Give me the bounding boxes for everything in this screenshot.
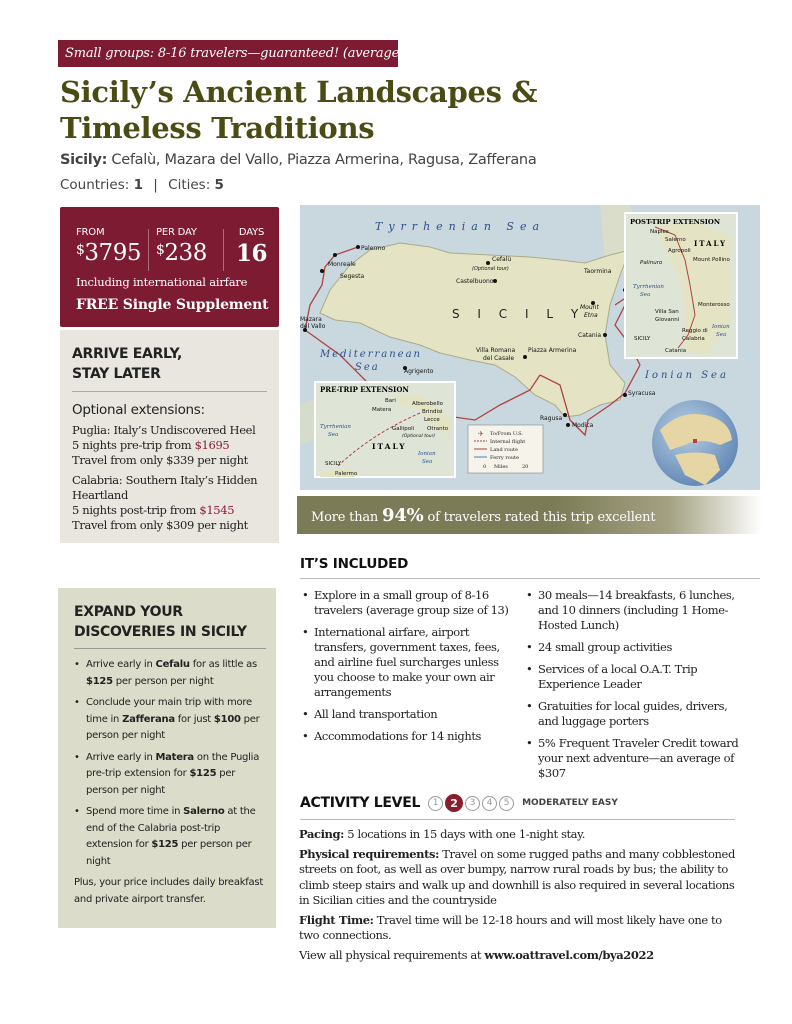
sea-label: Tyrrhenian Sea — [375, 220, 546, 233]
city-label: Ragusa — [540, 415, 563, 422]
list-item: • International airfare, airport transfers, government taxes, fees, and airline fuel surcharges unless you choose to make your own air arrangements — [302, 625, 517, 700]
label: Pacing: — [299, 827, 345, 841]
rating-text: of travelers rated this trip excellent — [423, 510, 656, 525]
list-item: • 5% Frequent Traveler Credit toward your next adventure—an average of $307 — [526, 736, 746, 781]
city-label: Brindisi — [422, 409, 443, 415]
city-label: Taormina — [584, 268, 612, 275]
city-label: Villa Romana — [476, 347, 516, 354]
text: Arrive early in — [86, 659, 156, 670]
optional-extensions-label: Optional extensions: — [72, 402, 205, 418]
per-day-price — [156, 240, 207, 266]
city-label: Segesta — [340, 273, 365, 280]
price: $100 — [213, 713, 241, 725]
cities-value: 5 — [214, 177, 224, 193]
list-item: • Explore in a small group of 8-16 travelers (average group size of 13) — [302, 588, 517, 618]
per-night-price: Travel from only $309 per night — [72, 518, 248, 532]
small-groups-banner: Small groups: 8-16 travelers—guaranteed! (average of 13) — [58, 40, 398, 67]
list-item: • All land transportation — [302, 707, 517, 722]
price-per-day — [156, 227, 207, 266]
physical-requirements — [299, 847, 744, 909]
list-item: • 30 meals—14 breakfasts, 6 lunches, and 10 dinners (including 1 Home-Hosted Lunch) — [526, 588, 746, 633]
currency-symbol: $ — [76, 242, 85, 258]
place: Cefalu — [155, 659, 190, 670]
text: at the end of the Calabria post-trip extension for — [86, 806, 256, 850]
city-label: SICILY — [325, 461, 342, 467]
list-item — [74, 695, 266, 745]
extension-price: $1545 — [199, 503, 235, 517]
city-label: Catania — [578, 332, 602, 339]
price-box — [60, 207, 279, 327]
extension-name: Puglia: Italy’s Undiscovered Heel — [72, 423, 256, 437]
city-label: Calabria — [682, 336, 705, 342]
trip-route-map — [300, 205, 760, 490]
days-value: 16 — [236, 240, 268, 267]
extension-name: Calabria: Southern Italy’s Hidden Heartland — [72, 473, 258, 502]
legend-label: To/From U.S. — [490, 431, 524, 437]
price-from — [76, 227, 141, 266]
city-label: Lecce — [424, 417, 440, 423]
sea-label: Sea — [716, 332, 727, 338]
country-label: ITALY — [372, 442, 407, 451]
cities-label: Cities: — [168, 177, 211, 193]
list-item — [74, 750, 266, 800]
price: $125 — [151, 839, 179, 850]
text: on the Puglia pre-trip extension for — [86, 751, 260, 779]
nights-text: 5 nights pre-trip from — [72, 438, 195, 452]
city-label: Castelbuono — [456, 278, 494, 285]
city-label: Mount — [580, 304, 599, 311]
city-label: Mount Pollino — [693, 257, 730, 263]
list-item — [74, 657, 266, 690]
sea-label: Tyrrhenian — [633, 284, 664, 290]
scale-label: 20 — [522, 464, 529, 470]
sea-label: Ionian Sea — [645, 370, 729, 381]
expand-discoveries-panel — [58, 588, 276, 928]
city-label: Salerno — [665, 237, 686, 243]
per-day-value: 238 — [164, 240, 207, 266]
level-indicator: 1 — [428, 796, 443, 811]
text: Travel time will be 12-18 hours and will most likely have one to two connections. — [299, 912, 722, 942]
island-label: S I C I L Y — [452, 307, 586, 321]
city-label: Monreale — [328, 261, 356, 268]
legend-label: Land route — [490, 447, 518, 453]
scale-label: 0 — [483, 464, 487, 470]
country-label: ITALY — [694, 239, 728, 248]
level-indicator: 3 — [465, 796, 480, 811]
city-label: Palermo — [361, 245, 386, 252]
city-label: Palermo — [335, 471, 358, 477]
city-label: SICILY — [634, 336, 651, 342]
price-includes-note: Plus, your price includes daily breakfast and private airport transfer. — [74, 877, 264, 905]
airfare-note: Including international airfare — [76, 275, 248, 289]
title-line-1: Sicily’s Ancient Landscapes & — [60, 75, 538, 109]
activity-level-description: MODERATELY EASY — [522, 798, 618, 808]
city-label: Giovanni — [655, 317, 680, 323]
sea-label: Mediterranean — [320, 349, 422, 360]
text: for just — [174, 713, 214, 725]
city-label: Agrigento — [404, 368, 434, 375]
city-label: Etna — [584, 312, 598, 319]
rating-text: More than — [311, 510, 383, 525]
sea-label: Sea — [640, 292, 651, 298]
level-indicator: 4 — [482, 796, 497, 811]
nights-text: 5 nights post-trip from — [72, 503, 200, 517]
heading-line: EXPAND YOUR — [74, 604, 183, 620]
city-label: Catania — [665, 348, 687, 354]
text: View all physical requirements at — [299, 947, 485, 962]
per-night-price: Travel from only $339 per night — [72, 453, 248, 467]
extension-puglia — [72, 423, 267, 468]
city-label: Agropoli — [668, 248, 691, 254]
city-label: del Casale — [483, 355, 515, 362]
city-label: (Optional tour) — [402, 434, 436, 439]
title-line-2: Timeless Traditions — [60, 111, 375, 145]
city-label: del Vallo — [300, 323, 326, 330]
text: per person per night — [112, 675, 214, 687]
expand-list — [74, 657, 266, 870]
page-title — [60, 74, 560, 146]
extension-price: $1695 — [194, 438, 230, 452]
inset-title: POST-TRIP EXTENSION — [630, 218, 721, 226]
map-legend — [468, 425, 543, 473]
included-list-left — [302, 588, 517, 751]
text: Travel on some rugged paths and many cobblestoned streets on foot, as well as over bumpy, narrow rural roads by bus; the ability to climb steep stairs and walk up and downhill is also required in several locations in Sicilian cities and the countryside — [299, 846, 735, 907]
divider — [148, 229, 149, 271]
flight-time — [299, 913, 744, 944]
city-label: Cefalù — [492, 256, 512, 263]
pre-trip-inset — [315, 382, 455, 477]
rating-bar — [297, 496, 762, 534]
city-label: Mazara — [300, 316, 322, 323]
requirements-link[interactable]: www.oattravel.com/bya2022 — [484, 947, 654, 962]
city-label: Matera — [372, 407, 392, 413]
sea-label: Ionian — [712, 324, 730, 330]
city-label: Bari — [385, 398, 396, 404]
divider — [223, 229, 224, 271]
sea-label: Ionian — [418, 451, 436, 457]
text: Conclude your main trip with more time in — [86, 697, 252, 725]
extension-calabria — [72, 473, 267, 533]
days-label: DAYS — [238, 227, 265, 238]
sea-label: Sea — [355, 362, 380, 373]
included-heading: IT’S INCLUDED — [300, 556, 760, 579]
view-requirements — [299, 948, 744, 964]
legend-label: Internal flight — [490, 439, 526, 445]
sea-label: Tyrrhenian — [320, 424, 351, 430]
sea-label: Sea — [422, 459, 433, 465]
list-item: • Services of a local O.A.T. Trip Experience Leader — [526, 662, 746, 692]
post-trip-inset — [625, 213, 737, 358]
city-label: Monterosso — [698, 302, 730, 308]
list-item: • 24 small group activities — [526, 640, 746, 655]
list-item: • Accommodations for 14 nights — [302, 729, 517, 744]
city-label: Syracusa — [628, 390, 656, 397]
list-item — [74, 804, 266, 870]
currency-symbol: $ — [156, 242, 165, 258]
plane-icon: ✈ — [478, 430, 484, 438]
city-label: Modica — [572, 422, 594, 429]
destination-cities: Cefalù, Mazara del Vallo, Piazza Armerina, Ragusa, Zafferana — [111, 152, 537, 168]
from-label: FROM — [76, 227, 105, 238]
heading-line: STAY LATER — [72, 366, 161, 382]
text: Arrive early in — [86, 751, 156, 763]
list-item: • Gratuities for local guides, drivers, and luggage porters — [526, 699, 746, 729]
rating-percent: 94% — [382, 505, 424, 526]
text: for as little as — [189, 659, 257, 670]
globe-icon — [652, 400, 738, 486]
city-label: Naples — [650, 229, 669, 235]
free-single-supplement: FREE Single Supplement — [76, 297, 269, 313]
label: Flight Time: — [299, 912, 374, 927]
extension-price-line — [72, 503, 267, 518]
inset-title: PRE-TRIP EXTENSION — [320, 385, 409, 394]
scale-label: Miles — [494, 464, 508, 470]
sea-label: Sea — [328, 432, 339, 438]
heading-line: DISCOVERIES IN SICILY — [74, 624, 247, 640]
label: Physical requirements: — [299, 846, 439, 861]
text: per person per night — [86, 839, 252, 867]
countries-label: Countries: — [60, 177, 130, 193]
city-label: (Optional tour) — [472, 266, 509, 272]
city-label: Villa San — [655, 309, 679, 315]
arrive-early-panel — [60, 330, 279, 543]
text: 5 locations in 15 days with one 1-night stay. — [344, 827, 585, 841]
text: per person per night — [86, 768, 236, 796]
place: Matera — [155, 751, 194, 763]
city-label: Piazza Armerina — [528, 347, 577, 354]
activity-level-label: ACTIVITY LEVEL — [300, 795, 421, 811]
city-label: Alberobello — [412, 401, 443, 407]
city-label: Otranto — [427, 426, 449, 432]
expand-heading — [74, 602, 266, 649]
level-indicator-selected: 2 — [445, 794, 463, 812]
trip-counts — [60, 177, 224, 193]
per-day-label: PER DAY — [156, 227, 197, 238]
arrive-early-heading — [72, 344, 267, 392]
level-indicator: 5 — [499, 796, 514, 811]
text: per person per night — [86, 713, 260, 741]
from-price — [76, 240, 141, 266]
city-label: Palinuro — [640, 260, 663, 266]
pacing — [299, 827, 744, 843]
region-label: Sicily: — [60, 152, 108, 168]
place: Zafferana — [122, 713, 175, 725]
legend-label: Ferry route — [490, 455, 519, 461]
text: Spend more time in — [86, 806, 184, 817]
place: Salerno — [183, 806, 225, 817]
city-label: Reggio di — [682, 328, 708, 334]
counts-separator: | — [153, 177, 158, 193]
trip-destinations — [60, 152, 536, 168]
from-value: 3795 — [84, 240, 141, 266]
requirements — [299, 827, 744, 967]
city-label: Gallipoli — [392, 426, 415, 432]
price: $125 — [86, 675, 113, 687]
countries-value: 1 — [133, 177, 143, 193]
included-list-right — [526, 588, 746, 788]
extension-price-line — [72, 438, 267, 453]
price: $125 — [189, 768, 217, 779]
heading-line: ARRIVE EARLY, — [72, 346, 183, 362]
activity-level — [300, 793, 735, 820]
trip-days — [236, 227, 267, 267]
